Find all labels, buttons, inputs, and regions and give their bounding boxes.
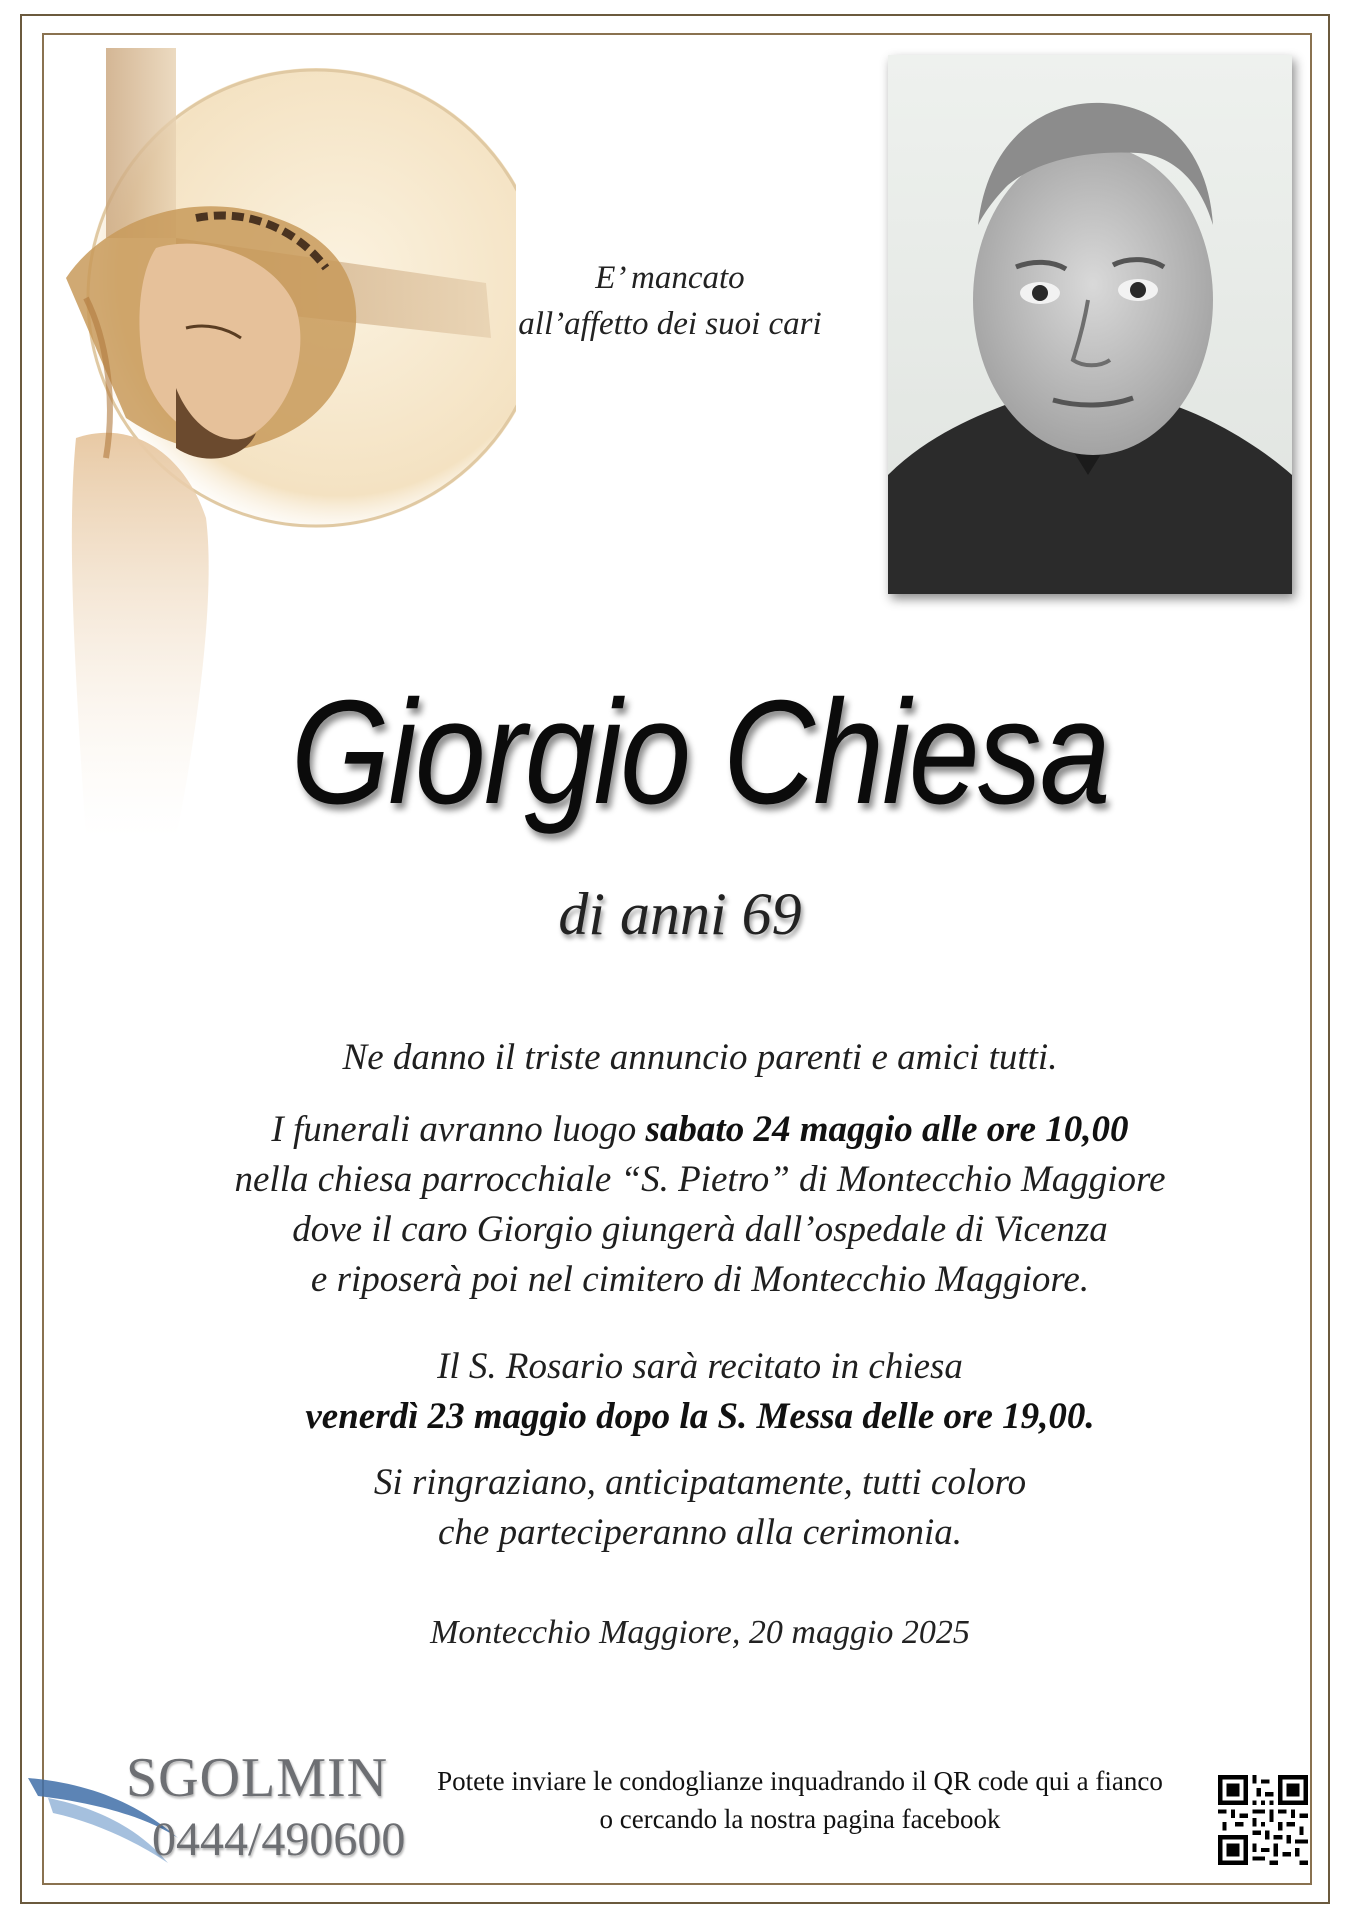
funeral-line-1 — [120, 1105, 1280, 1155]
thanks-line-2: che parteciperanno alla cerimonia. — [437, 1512, 963, 1553]
announcement-paragraph — [120, 1033, 1280, 1083]
thanks-line-1: Si ringraziano, anticipatamente, tutti coloro — [373, 1462, 1027, 1503]
funeral-home-logo — [28, 1748, 418, 1878]
funeral-paragraph — [120, 1105, 1280, 1305]
portrait-photo — [888, 55, 1292, 594]
funeral-line-4: e riposerà poi nel cimitero di Montecchio Maggiore. — [310, 1259, 1090, 1300]
rosary-line-1: Il S. Rosario sarà recitato in chiesa — [437, 1346, 963, 1387]
condolence-line-1: Potete inviare le condoglianze inquadrando il QR code qui a fianco — [437, 1766, 1163, 1796]
funeral-datetime: sabato 24 maggio alle ore 10,00 — [645, 1109, 1129, 1150]
announcement-line: Ne danno il triste annuncio parenti e amici tutti. — [342, 1037, 1058, 1078]
rosary-paragraph — [120, 1342, 1280, 1442]
deceased-age: di anni 69 — [558, 881, 802, 947]
condolence-note — [400, 1762, 1200, 1838]
qr-code-icon[interactable] — [1218, 1775, 1308, 1865]
funeral-line-3: dove il caro Giorgio giungerà dall’ospedale di Vicenza — [292, 1209, 1108, 1250]
thanks-paragraph — [120, 1458, 1280, 1558]
logo-name: SGOLMIN — [126, 1747, 389, 1809]
rosary-datetime: venerdì 23 maggio dopo la S. Messa delle ore 19,00. — [305, 1396, 1095, 1437]
funeral-line-2: nella chiesa parrocchiale “S. Pietro” di Montecchio Maggiore — [234, 1159, 1166, 1200]
deceased-name: Giorgio Chiesa — [291, 670, 1109, 835]
intro-text — [470, 255, 870, 347]
intro-line-1: E’ mancato — [595, 260, 745, 296]
logo-phone: 0444/490600 — [152, 1813, 406, 1866]
funeral-line-1-text: I funerali avranno luogo — [271, 1109, 646, 1150]
portrait-image — [888, 55, 1292, 594]
place-and-date: Montecchio Maggiore, 20 maggio 2025 — [430, 1614, 970, 1651]
rosary-line-2 — [120, 1392, 1280, 1442]
condolence-line-2: o cercando la nostra pagina facebook — [599, 1804, 1001, 1834]
intro-line-2: all’affetto dei suoi cari — [518, 306, 822, 342]
